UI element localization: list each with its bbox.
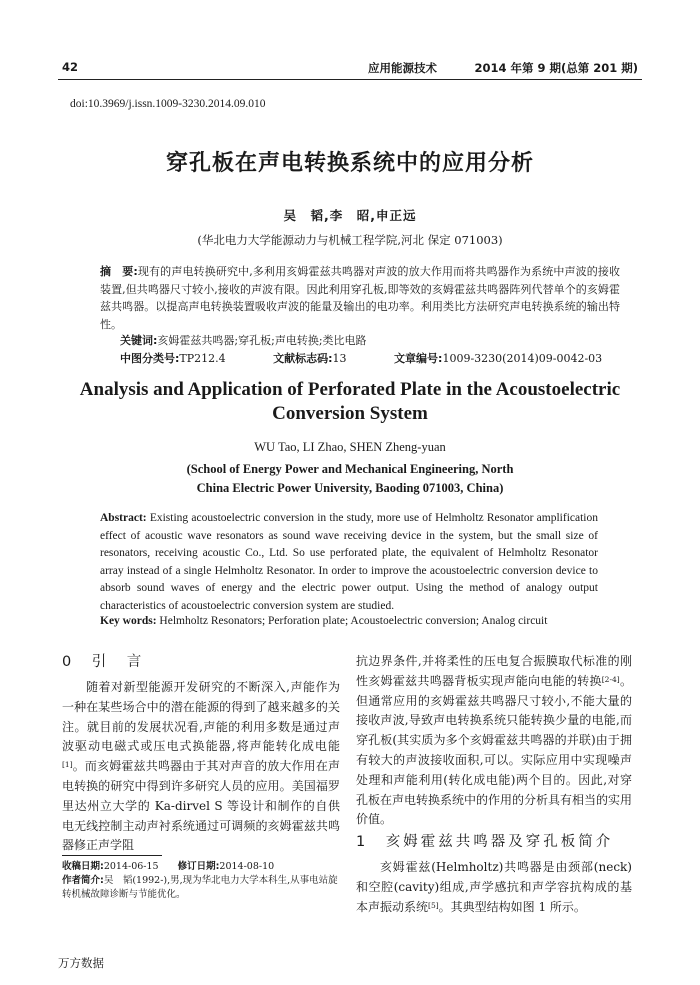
- footnote-author: 作者简介:吴 韬(1992-),男,现为华北电力大学本科生,从事电站旋转机械故障诊断与节能优化。: [62, 875, 338, 900]
- section-heading-1: 1 亥姆霍兹共鸣器及穿孔板简介: [356, 834, 614, 851]
- footer-watermark: 万方数据: [58, 956, 104, 970]
- keywords-english: [100, 615, 547, 627]
- abstract-en-text: Existing acoustoelectric conversion in the study, more use of Helmholtz Resonator amplification effect of acoustic wave resonators as sound wave receiving device in the system, but the small size of resonators, receiving acoustic Co., Ltd. So use perforated plate, the equivalent of Helmholtz Resonator array instead of a single Helmholtz Resonator. In order to improve the acoustoelectric conversion device to absorb sound waves of energy and the electric power output. Using the method of analogy output characteristics of acoustoelectric conversion system are studied.: [100, 512, 598, 612]
- affiliation-english: (School of Energy Power and Mechanical Engineering, North China Electric Power University, Baoding 071003, China): [186, 462, 514, 495]
- authors-chinese: 吴 韬,李 昭,申正远: [283, 208, 417, 223]
- paragraph: 亥姆霍兹(Helmholtz)共鸣器是由颈部(neck)和空腔(cavity)组成,声学感抗和声学容抗构成的基本声振动系统[5]。其典型结构如图 1 所示。: [356, 860, 632, 914]
- left-column: [62, 652, 340, 856]
- issue-info: 2014 年第 9 期(总第 201 期): [474, 61, 638, 75]
- clc-number: 中图分类号:TP212.4: [120, 352, 226, 365]
- abstract-chinese: [100, 263, 620, 333]
- title-english: Analysis and Application of Perforated Plate in the Acoustoelectric Conversion System: [79, 379, 621, 424]
- paragraph: 抗边界条件,并将柔性的压电复合振膜取代标准的刚性亥姆霍兹共鸣器背板实现声能向电能的转换[2-4]。但通常应用的亥姆霍兹共鸣器尺寸较小,不能大量的接收声波,导致声电转换系统只能转换少量的电能,而穿孔板(其实质为多个亥姆霍兹共鸣器的并联)由于拥有较大的声波接收面积,可以。实际应用中实现噪声处理和声能利用(转化成电能)两个目的。因此,对穿孔板在声电转换系统中的作用的分析具有相当的实用价值。: [356, 654, 633, 827]
- abstract-label: 摘 要:: [100, 265, 138, 278]
- right-column: [356, 652, 632, 918]
- article-number: 文章编号:1009-3230(2014)09-0042-03: [394, 352, 603, 365]
- citation: [2-4]: [601, 674, 620, 684]
- journal-name: 应用能源技术: [368, 61, 437, 75]
- citation: [5]: [428, 900, 439, 910]
- running-header: [58, 60, 642, 80]
- footnote-rule: [62, 855, 162, 856]
- keywords-en-label: Key words:: [100, 615, 157, 627]
- footnote-dates: 收稿日期:2014-06-15 修订日期:2014-08-10: [62, 861, 275, 872]
- affiliation-chinese: (华北电力大学能源动力与机械工程学院,河北 保定 071003): [197, 233, 503, 247]
- keywords-text: 亥姆霍兹共鸣器;穿孔板;声电转换;类比电路: [157, 334, 367, 347]
- abstract-en-label: Abstract:: [100, 512, 147, 524]
- header-rule: [58, 79, 642, 80]
- citation: [1]: [62, 760, 73, 770]
- section-heading-intro: 0 引 言: [62, 654, 145, 670]
- keywords-en-text: Helmholtz Resonators; Perforation plate; Acoustoelectric conversion; Analog circuit: [156, 615, 548, 627]
- footnote: [62, 860, 342, 902]
- doc-code: 文献标志码:13: [273, 352, 347, 365]
- abstract-text: 现有的声电转换研究中,多利用亥姆霍兹共鸣器对声波的放大作用而将共鸣器作为系统中声波的接收装置,但共鸣器尺寸较小,接收的声波有限。因此利用穿孔板,即等效的亥姆霍兹共鸣器阵列代替单个的亥姆霍兹共鸣器。以提高声电转换装置吸收声波的能量及输出的电功率。利用类比方法研究声电转换系统的输出特性。: [100, 265, 620, 331]
- abstract-english: [100, 510, 598, 615]
- keywords-label: 关键词:: [120, 334, 158, 347]
- classification-line: [120, 350, 646, 366]
- page-number: 42: [62, 60, 79, 74]
- doi: doi:10.3969/j.issn.1009-3230.2014.09.010: [70, 98, 266, 110]
- title-chinese: 穿孔板在声电转换系统中的应用分析: [165, 151, 534, 176]
- paragraph: 随着对新型能源开发研究的不断深入,声能作为一种在某些场合中的潜在能源的得到了越来越多的关注。就目前的发展状况看,声能的利用多数是通过声波驱动电磁式或压电式换能器,将声能转化成电能[1]。而亥姆霍兹共鸣器由于其对声音的放大作用在声电转换的研究中得到许多研究人员的应用。美国福罗里达州立大学的 Ka-dirvel S 等设计和制作的自供电无线控制主动声衬系统通过可调频的亥姆霍兹共鸣器修正声学阻: [62, 680, 340, 853]
- keywords-chinese: [120, 332, 367, 348]
- authors-english: WU Tao, LI Zhao, SHEN Zheng-yuan: [254, 440, 446, 454]
